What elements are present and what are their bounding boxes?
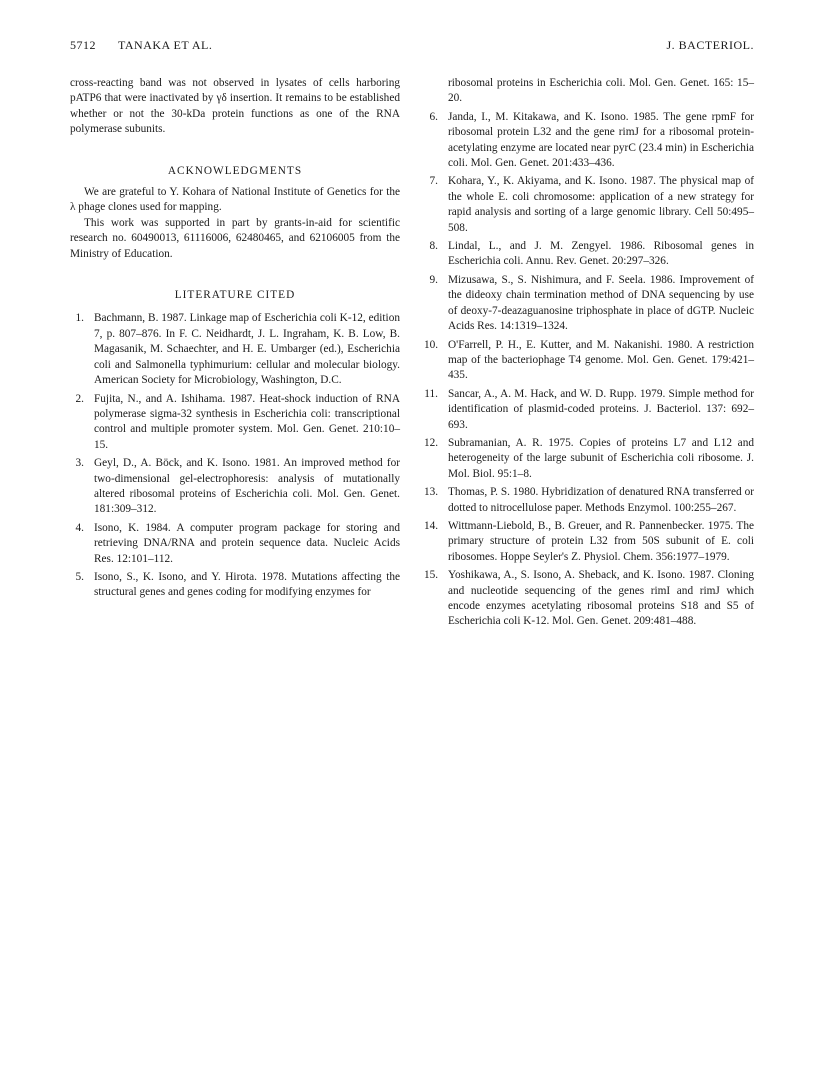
reference-number: 12.	[424, 436, 439, 449]
acknowledgment-paragraph: We are grateful to Y. Kohara of National Institute of Genetics for the λ phage clones used for mapping.	[70, 186, 400, 214]
reference-number: 15.	[424, 569, 439, 582]
running-authors: TANAKA ET AL.	[118, 38, 213, 52]
reference-text: Isono, S., K. Isono, and Y. Hirota. 1978. Mutations affecting the structural genes and genes coding for modifying enzymes for	[94, 570, 400, 599]
reference-text: Bachmann, B. 1987. Linkage map of Escherichia coli K-12, edition 7, p. 807–876. In F. C. Neidhardt, J. L. Ingraham, K. B. Low, B. Magasanik, M. Schaechter, and H. E. Umbarger (ed.), Escherichia coli and Salmonella typhimurium: cellular and molecular biology. American Society for Microbiology, Washington, D.C.	[94, 312, 400, 387]
reference-item	[70, 521, 400, 567]
reference-text: Lindal, L., and J. M. Zengyel. 1986. Ribosomal genes in Escherichia coli. Annu. Rev. Genet. 20:297–326.	[448, 240, 754, 268]
reference-text: Yoshikawa, A., S. Isono, A. Sheback, and K. Isono. 1987. Cloning and nucleotide sequencing of the genes rimI and rimJ which encode enzymes acetylating ribosomal proteins S18 and S5 of Escherichia coli K-12. Mol. Gen. Genet. 209:481–488.	[448, 569, 754, 628]
reference-item	[424, 110, 754, 172]
running-header	[70, 38, 754, 56]
reference-text: Fujita, N., and A. Ishihama. 1987. Heat-shock induction of RNA polymerase sigma-32 synthesis in Escherichia coli: transcriptional control and multiple promoter system. Mol. Gen. Genet. 210:10–15.	[94, 392, 400, 451]
reference-item	[424, 239, 754, 270]
reference-item	[424, 568, 754, 630]
reference-list	[70, 311, 400, 600]
reference-number: 4.	[75, 521, 84, 534]
reference-number: 5.	[75, 570, 84, 583]
reference-text: Subramanian, A. R. 1975. Copies of proteins L7 and L12 and heterogeneity of the large subunit of Escherichia coli ribosome. J. Mol. Biol. 95:1–8.	[448, 436, 754, 480]
body-paragraph: cross-reacting band was not observed in lysates of cells harboring pATP6 that were inactivated by γδ insertion. It remains to be established whether or not the 30-kDa protein functions as one of the RNA polymerase subunits.	[70, 77, 400, 136]
reference-item	[424, 338, 754, 384]
reference-text: Geyl, D., A. Böck, and K. Isono. 1981. An improved method for two-dimensional gel-electrophoresis: analysis of mutationally altered ribosomal proteins of Escherichia coli. Mol. Gen. Genet. 181:309–312.	[94, 457, 400, 516]
reference-item	[70, 570, 400, 601]
reference-item	[424, 519, 754, 565]
acknowledgment-paragraph: This work was supported in part by grants-in-aid for scientific research no. 60490013, 61116006, 62480465, and 62106005 from the Ministry of Education.	[70, 216, 400, 260]
reference-item	[424, 387, 754, 433]
reference-number: 14.	[424, 519, 439, 532]
reference-number: 3.	[75, 457, 84, 470]
reference-number: 11.	[424, 387, 438, 400]
reference-number: 8.	[429, 240, 438, 253]
reference-text: Isono, K. 1984. A computer program package for storing and retrieving DNA/RNA and protein sequence data. Nucleic Acids Res. 12:101–112.	[94, 521, 400, 565]
reference-text: Janda, I., M. Kitakawa, and K. Isono. 1985. The gene rpmF for ribosomal protein L32 and the gene rimJ for a ribosomal protein-acetylating enzyme are located near pyrC (23.4 min) in Escherichia coli. Mol. Gen. Genet. 201:433–436.	[448, 110, 754, 170]
reference-text: Sancar, A., A. M. Hack, and W. D. Rupp. 1979. Simple method for identification of plasmid-coded proteins. J. Bacteriol. 137: 692–693.	[448, 387, 754, 431]
reference-number: 2.	[75, 392, 84, 405]
reference-text: Mizusawa, S., S. Nishimura, and F. Seela. 1986. Improvement of the dideoxy chain termination method of DNA sequencing by use of deoxy-7-deazaguanosine triphosphate in place of dGTP. Nucleic Acids Res. 14:1319–1324.	[448, 273, 754, 333]
reference-item	[424, 174, 754, 236]
journal-name: J. BACTERIOL.	[666, 38, 754, 52]
reference-list	[424, 110, 754, 630]
page-number: 5712	[70, 38, 96, 52]
acknowledgments-heading: ACKNOWLEDGMENTS	[167, 164, 303, 177]
reference-text: Wittmann-Liebold, B., B. Greuer, and R. Pannenbecker. 1975. The primary structure of protein L32 from 50S subunit of E. coli ribosomes. Hoppe Seyler's Z. Physiol. Chem. 356:1977–1979.	[448, 519, 754, 563]
literature-heading: LITERATURE CITED	[174, 289, 296, 302]
reference-item	[70, 311, 400, 388]
reference-item	[424, 436, 754, 482]
reference-number: 1.	[75, 312, 84, 325]
reference-continuation: ribosomal proteins in Escherichia coli. Mol. Gen. Genet. 165: 15–20.	[448, 77, 754, 105]
reference-number: 6.	[429, 110, 438, 123]
reference-item	[424, 485, 754, 516]
right-column	[424, 76, 754, 633]
reference-item	[424, 273, 754, 335]
reference-item	[70, 456, 400, 518]
reference-text: Kohara, Y., K. Akiyama, and K. Isono. 1987. The physical map of the whole E. coli chromosome: application of a new strategy for rapid analysis and sorting of a large genomic library. Cell 50:495–508.	[448, 175, 754, 234]
reference-text: O'Farrell, P. H., E. Kutter, and M. Nakanishi. 1980. A restriction map of the bacteriophage T4 genome. Mol. Gen. Genet. 179:421–435.	[448, 338, 754, 382]
reference-number: 9.	[429, 273, 438, 286]
left-column	[70, 76, 400, 604]
reference-item	[70, 392, 400, 454]
reference-number: 13.	[424, 486, 439, 499]
reference-number: 7.	[429, 175, 438, 188]
reference-text: Thomas, P. S. 1980. Hybridization of denatured RNA transferred or dotted to nitrocellulose paper. Methods Enzymol. 100:255–267.	[448, 486, 754, 514]
reference-number: 10.	[424, 338, 439, 351]
